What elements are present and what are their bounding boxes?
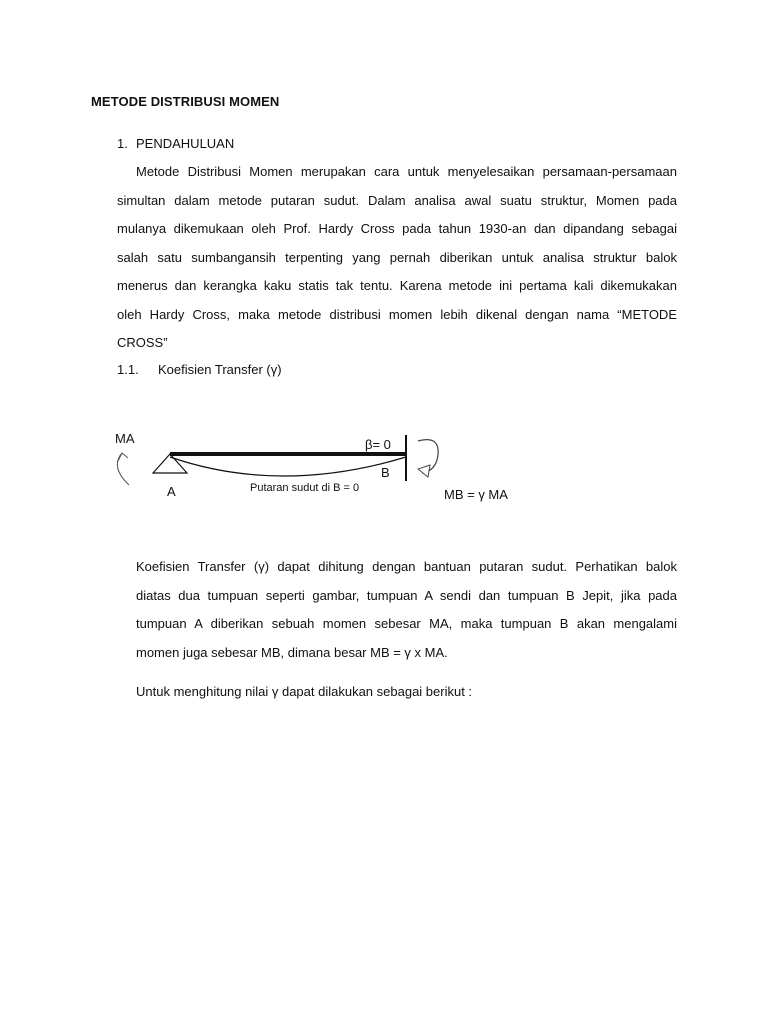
paragraph-line: oleh Hardy Cross, maka metode distribusi momen lebih dikenal dengan nama “METODE <box>117 306 677 322</box>
label-a: A <box>167 484 176 499</box>
label-beta: β= 0 <box>365 437 391 452</box>
paragraph-line: CROSS” <box>117 335 168 350</box>
paragraph-line: Metode Distribusi Momen merupakan cara untuk menyelesaikan persamaan-persamaan <box>136 164 677 179</box>
pin-support-a <box>153 454 187 473</box>
paragraph-line: salah satu sumbangansih terpenting yang pernah diberikan untuk analisa struktur balok <box>117 249 677 265</box>
section-label: PENDAHULUAN <box>136 136 235 151</box>
section-heading <box>117 136 234 151</box>
subsection-number: 1.1. <box>117 362 139 377</box>
paragraph-line: mulanya dikemukaan oleh Prof. Hardy Cross pada tahun 1930-an dan dipandang sebagai <box>117 221 677 236</box>
label-b: B <box>381 465 390 480</box>
paragraph-line: Koefisien Transfer (γ) dapat dihitung dengan bantuan putaran sudut. Perhatikan balok <box>136 559 677 574</box>
paragraph-line: menerus dan kerangka kaku statis tak tentu. Karena metode ini pertama kali dikemukakan <box>117 278 677 293</box>
label-ma: MA <box>115 431 135 446</box>
intro-paragraph <box>117 158 677 358</box>
deflection-curve <box>170 457 406 476</box>
beam-diagram <box>100 425 660 525</box>
label-formula: MB = γ MA <box>444 487 508 502</box>
paragraph-line: momen juga sebesar MB, dimana besar MB = γ x MA. <box>136 644 448 660</box>
moment-mb-arrowhead <box>418 465 430 477</box>
calculation-intro: Untuk menghitung nilai γ dapat dilakukan sebagai berikut : <box>136 684 473 699</box>
document-title: METODE DISTRIBUSI MOMEN <box>91 94 280 109</box>
paragraph-line: tumpuan A diberikan sebuah momen sebesar MA, maka tumpuan B akan mengalami <box>136 616 677 631</box>
label-rotation: Putaran sudut di B = 0 <box>250 482 360 494</box>
subsection-heading <box>117 362 282 377</box>
subsection-label: Koefisien Transfer (γ) <box>158 362 282 377</box>
moment-ma-arrowhead <box>118 453 128 461</box>
section-number: 1. <box>117 136 128 151</box>
transfer-paragraph <box>136 553 677 667</box>
paragraph-line: simultan dalam metode putaran sudut. Dalam analisa awal suatu struktur, Momen pada <box>117 192 677 208</box>
paragraph-line: diatas dua tumpuan seperti gambar, tumpuan A sendi dan tumpuan B Jepit, jika pada <box>136 587 677 603</box>
